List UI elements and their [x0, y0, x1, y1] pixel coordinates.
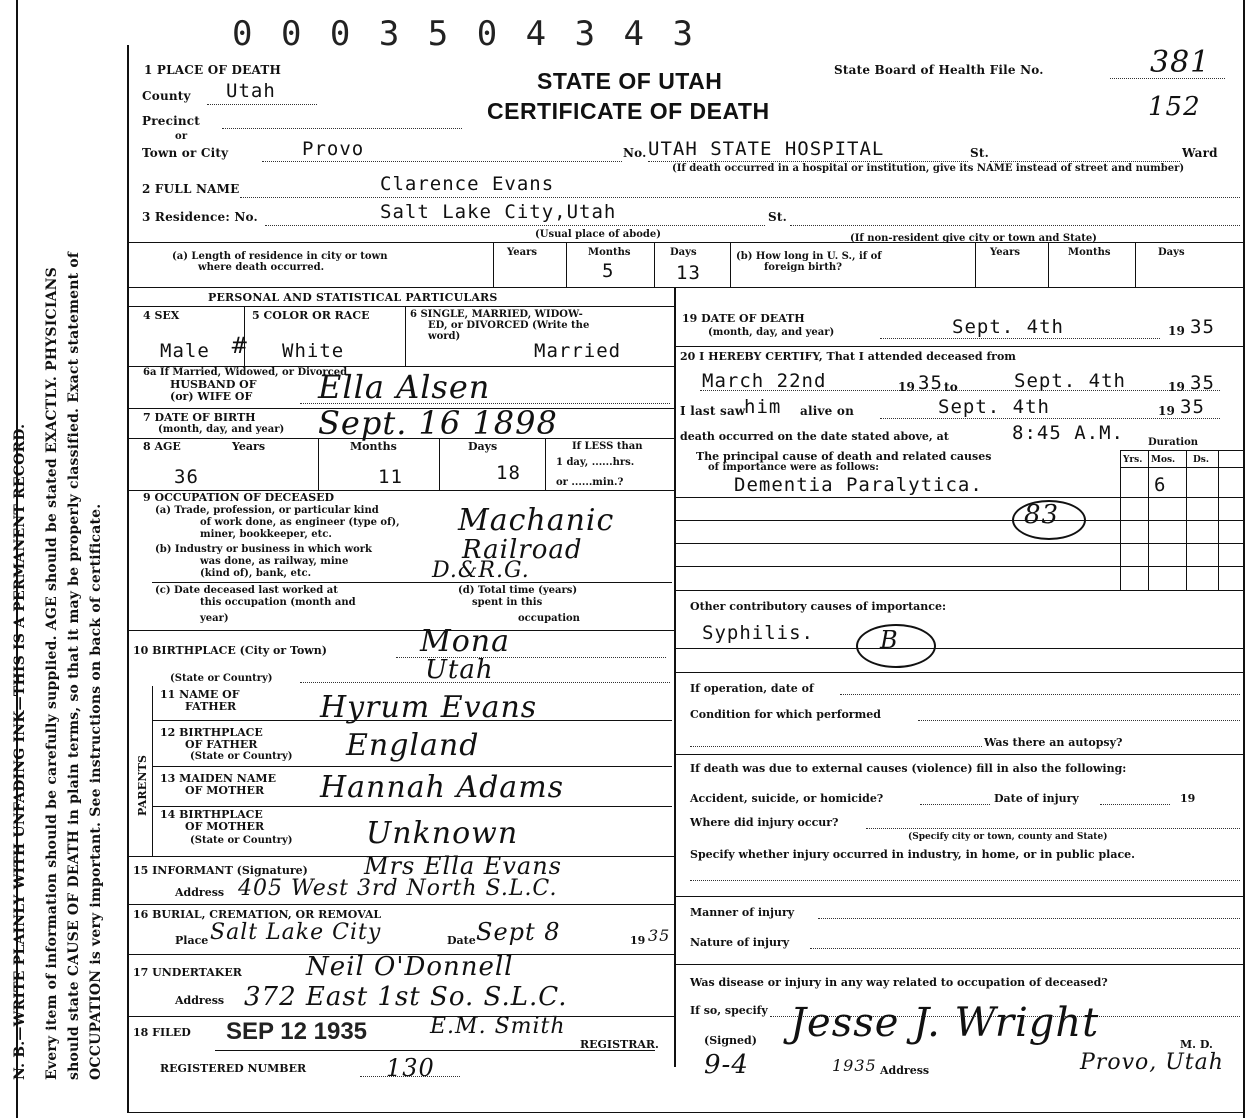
fbirth-label-3: (State or Country)	[190, 751, 293, 762]
spouse-value: Ella Alsen	[318, 368, 491, 406]
marital-value: Married	[534, 340, 622, 362]
industry-value-2: D.&R.G.	[432, 558, 530, 583]
undertaker-label: 17 UNDERTAKER	[133, 966, 242, 979]
full-name-value: Clarence Evans	[380, 173, 555, 195]
nonresident-note: (If non-resident give city or town and State)	[850, 233, 1097, 244]
occ-a3: miner, bookkeeper, etc.	[200, 529, 332, 540]
age-months: 11	[378, 466, 403, 488]
file-no: 381	[1150, 45, 1211, 80]
cause-code: 83	[1024, 500, 1060, 530]
less-label-2: 1 day, ......hrs.	[556, 457, 635, 468]
sign-address-label: Address	[880, 1064, 930, 1077]
institution-value: UTAH STATE HOSPITAL	[648, 138, 885, 160]
burial-place-label: Place	[175, 934, 209, 947]
filed-label: 18 FILED	[133, 1026, 191, 1039]
regnum-label: REGISTERED NUMBER	[160, 1062, 307, 1075]
other-causes-label: Other contributory causes of importance:	[690, 600, 947, 613]
file-no-2: 152	[1148, 92, 1201, 122]
sex-value: Male	[160, 340, 210, 362]
accident-label: Accident, suicide, or homicide?	[690, 792, 884, 805]
regnum-value: 130	[386, 1054, 435, 1082]
certify-year-prefix-2: 19	[1168, 380, 1186, 394]
sign-address: Provo, Utah	[1080, 1050, 1224, 1075]
dob-value: Sept. 16 1898	[318, 404, 558, 442]
industry-value: Railroad	[462, 535, 583, 565]
informant-label: 15 INFORMANT (Signature)	[133, 864, 308, 877]
autopsy-label: Was there an autopsy?	[984, 736, 1123, 749]
burial-place: Salt Lake City	[210, 920, 382, 945]
occ-a1: (a) Trade, profession, or particular kind	[155, 505, 379, 516]
registrar-label: REGISTRAR.	[580, 1038, 659, 1051]
residence-label: 3 Residence: No.	[142, 210, 258, 224]
parents-side-label: PARENTS	[136, 754, 149, 816]
ward-label: Ward	[1182, 146, 1218, 160]
occ-c1: (c) Date deceased last worked at	[155, 585, 338, 596]
other-cause-code: B	[880, 626, 899, 654]
condition-label: Condition for which performed	[690, 708, 881, 721]
sign-date: 9-4	[704, 1050, 749, 1080]
residence-st-label: St.	[768, 210, 787, 224]
age-years-label: Years	[232, 440, 266, 453]
age-months-label: Months	[350, 440, 397, 453]
certify-to-year: 35	[1190, 372, 1215, 394]
father-label-1: 11 NAME OF	[160, 688, 240, 701]
occ-c3: year)	[200, 613, 229, 624]
age-label: 8 AGE	[143, 440, 181, 453]
birthplace-city: Mona	[420, 624, 510, 659]
length-label-a: (a) Length of residence in city or town	[172, 251, 388, 262]
mbirth-label-1: 14 BIRTHPLACE	[160, 808, 263, 821]
undertaker-address: 372 East 1st So. S.L.C.	[244, 982, 568, 1012]
county-value: Utah	[226, 80, 276, 102]
file-no-label: State Board of Health File No.	[834, 63, 1044, 77]
cause-label-2: of importance were as follows:	[708, 462, 879, 473]
occ-b3: (kind of), bank, etc.	[200, 568, 312, 579]
st-label: St.	[970, 146, 989, 160]
mother-label-1: 13 MAIDEN NAME	[160, 772, 276, 785]
duration-label: Duration	[1148, 437, 1199, 448]
town-value: Provo	[302, 138, 365, 160]
alive-label: alive on	[800, 404, 855, 418]
lastsaw-year: 35	[1180, 396, 1205, 418]
full-name-label: 2 FULL NAME	[142, 182, 240, 196]
less-label-1: If LESS than	[572, 441, 643, 452]
md-label: M. D.	[1180, 1038, 1213, 1051]
informant-address: 405 West 3rd North S.L.C.	[238, 876, 558, 901]
town-label: Town or City	[142, 146, 229, 160]
sex-label: 4 SEX	[143, 309, 180, 322]
main-left-border	[127, 45, 129, 1113]
father-value: Hyrum Evans	[320, 690, 538, 725]
mbirth-label-2: OF MOTHER	[185, 820, 265, 833]
place-of-death-label: 1 PLACE OF DEATH	[144, 63, 281, 77]
yrs-label: Yrs.	[1123, 455, 1143, 465]
occupation-label: 9 OCCUPATION OF DECEASED	[143, 491, 335, 504]
burial-year-prefix: 19	[630, 934, 646, 947]
birthplace-state-label: (State or Country)	[170, 673, 273, 684]
mother-label-2: OF MOTHER	[185, 784, 265, 797]
marital-label-3: word)	[428, 331, 461, 342]
lastsaw-label: I last saw	[680, 404, 746, 418]
cause-months: 6	[1154, 474, 1167, 496]
occ-b2: was done, as railway, mine	[200, 556, 349, 567]
residence-days: 13	[676, 262, 701, 284]
death-date: Sept. 4th	[952, 316, 1064, 338]
certify-year-prefix: 19	[898, 380, 916, 394]
side-note-line1: N. B.—WRITE PLAINLY WITH UNFADING INK—THIS IS A PERMANENT RECORD.	[12, 423, 28, 1080]
spouse-label-1: 6a If Married, Widowed, or Divorced	[143, 367, 348, 378]
external-label: If death was due to external causes (violence) fill in also the following:	[690, 762, 1127, 775]
residence-months: 5	[602, 260, 615, 282]
side-note-line4: OCCUPATION is very important. See instructions on back of certificate.	[88, 503, 104, 1080]
ifso-label: If so, specify	[690, 1004, 768, 1017]
undertaker-address-label: Address	[175, 994, 225, 1007]
occ-d3: occupation	[518, 613, 580, 624]
foreign-label-b: (b) How long in U. S., if of	[736, 251, 882, 262]
birthplace-state: Utah	[425, 655, 494, 685]
sign-year: 1935	[832, 1056, 877, 1075]
precinct-label: Precinct	[142, 114, 201, 128]
length-label-b: where death occurred.	[198, 262, 325, 273]
personal-heading: PERSONAL AND STATISTICAL PARTICULARS	[208, 291, 498, 304]
marital-label-2: ED, or DIVORCED (Write the	[428, 320, 590, 331]
specify-label: Specify whether injury occurred in industry, in home, or in public place.	[690, 848, 1135, 861]
occurred-label: death occurred on the date stated above, at	[680, 430, 949, 443]
spouse-label-3: (or) WIFE OF	[170, 390, 253, 403]
cause-value: Dementia Paralytica.	[734, 474, 983, 496]
certify-from: March 22nd	[702, 370, 827, 392]
other-cause-value: Syphilis.	[702, 622, 814, 644]
trade-value: Machanic	[458, 503, 615, 538]
age-years: 36	[174, 466, 199, 488]
foreign-years-label: Years	[990, 247, 1021, 258]
marital-label-1: 6 SINGLE, MARRIED, WIDOW-	[410, 309, 583, 320]
age-days: 18	[496, 462, 521, 484]
injury-year-prefix: 19	[1180, 792, 1196, 805]
occ-b1: (b) Industry or business in which work	[155, 544, 372, 555]
certify-label: 20 I HEREBY CERTIFY, That I attended deceased from	[680, 350, 1016, 363]
mbirth-value: Unknown	[366, 816, 519, 851]
foreign-days-label: Days	[1158, 247, 1185, 258]
death-date-label-2: (month, day, and year)	[708, 327, 835, 338]
related-label: Was disease or injury in any way related to occupation of deceased?	[690, 976, 1108, 989]
death-year: 35	[1190, 316, 1215, 338]
foreign-label-c: foreign birth?	[764, 262, 842, 273]
where-injury-label: Where did injury occur?	[690, 816, 839, 829]
days-label: Days	[670, 247, 697, 258]
lastsaw-him: him	[744, 396, 782, 418]
title-certificate: CERTIFICATE OF DEATH	[487, 98, 770, 124]
father-label-2: FATHER	[185, 700, 237, 713]
injury-date-label: Date of injury	[994, 792, 1079, 805]
certify-to-label: to	[944, 380, 958, 394]
county-label: County	[142, 89, 191, 103]
filed-stamp: SEP 12 1935	[226, 1018, 368, 1045]
right-border	[1243, 0, 1245, 1118]
occ-d1: (d) Total time (years)	[458, 585, 578, 596]
lastsaw-date: Sept. 4th	[938, 396, 1050, 418]
age-days-label: Days	[468, 440, 498, 453]
birthplace-label: 10 BIRTHPLACE (City or Town)	[133, 644, 327, 657]
spouse-label-2: HUSBAND OF	[170, 378, 257, 391]
institution-note: (If death occurred in a hospital or institution, give its NAME instead of street and number)	[672, 163, 1185, 174]
death-date-label-1: 19 DATE OF DEATH	[682, 312, 805, 325]
lastsaw-year-prefix: 19	[1158, 404, 1176, 418]
burial-date: Sept 8	[476, 918, 561, 946]
fbirth-label-2: OF FATHER	[185, 738, 258, 751]
operation-label: If operation, date of	[690, 682, 814, 695]
usual-abode-note: (Usual place of abode)	[535, 229, 661, 240]
registrar-signature: E.M. Smith	[430, 1014, 566, 1039]
certify-from-year: 35	[918, 372, 943, 394]
undertaker-name: Neil O'Donnell	[306, 952, 514, 982]
side-note-line2: Every item of information should be carefully supplied. AGE should be stated EXACTLY. PHYSICIANS	[44, 267, 60, 1080]
informant-name: Mrs Ella Evans	[364, 852, 562, 880]
burial-label: 16 BURIAL, CREMATION, OR REMOVAL	[133, 908, 382, 921]
occ-c2: this occupation (month and	[200, 597, 356, 608]
mother-value: Hannah Adams	[320, 770, 565, 805]
burial-date-label: Date	[447, 934, 476, 947]
less-label-3: or ......min.?	[556, 477, 624, 488]
death-time: 8:45 A.M.	[1012, 422, 1124, 444]
foreign-months-label: Months	[1068, 247, 1111, 258]
dob-label-2: (month, day, and year)	[158, 424, 285, 435]
bottom-border	[127, 1112, 1243, 1113]
fbirth-value: England	[346, 728, 480, 763]
residence-value: Salt Lake City,Utah	[380, 201, 617, 223]
burial-year: 35	[648, 926, 671, 945]
manner-label: Manner of injury	[690, 906, 795, 919]
occ-d2: spent in this	[472, 597, 543, 608]
color-value: White	[282, 340, 345, 362]
no-label: No.	[623, 146, 647, 160]
serial-number: 0 0 0 3 5 0 4 3 4 3	[232, 14, 697, 54]
nature-label: Nature of injury	[690, 936, 790, 949]
fbirth-label-1: 12 BIRTHPLACE	[160, 726, 263, 739]
hash-mark: #	[230, 334, 250, 359]
months-label: Months	[588, 247, 631, 258]
mos-label: Mos.	[1151, 455, 1176, 465]
death-year-prefix: 19	[1168, 324, 1186, 338]
certify-to: Sept. 4th	[1014, 370, 1126, 392]
where-injury-note: (Specify city or town, county and State)	[908, 832, 1108, 842]
or-label: or	[175, 131, 188, 142]
color-label: 5 COLOR OR RACE	[252, 309, 370, 322]
occ-a2: of work done, as engineer (type of),	[200, 517, 400, 528]
side-note-line3: should state CAUSE OF DEATH in plain terms, so that it may be properly classified. Exact statement of	[66, 251, 82, 1080]
years-label: Years	[507, 247, 538, 258]
informant-address-label: Address	[175, 886, 225, 899]
mbirth-label-3: (State or Country)	[190, 835, 293, 846]
title-state: STATE OF UTAH	[537, 68, 723, 94]
signed-label: (Signed)	[704, 1034, 757, 1047]
cause-label-1: The principal cause of death and related causes	[696, 450, 992, 463]
ds-label: Ds.	[1193, 455, 1210, 465]
physician-signature: Jesse J. Wright	[790, 1000, 1100, 1046]
dob-label-1: 7 DATE OF BIRTH	[143, 411, 256, 424]
